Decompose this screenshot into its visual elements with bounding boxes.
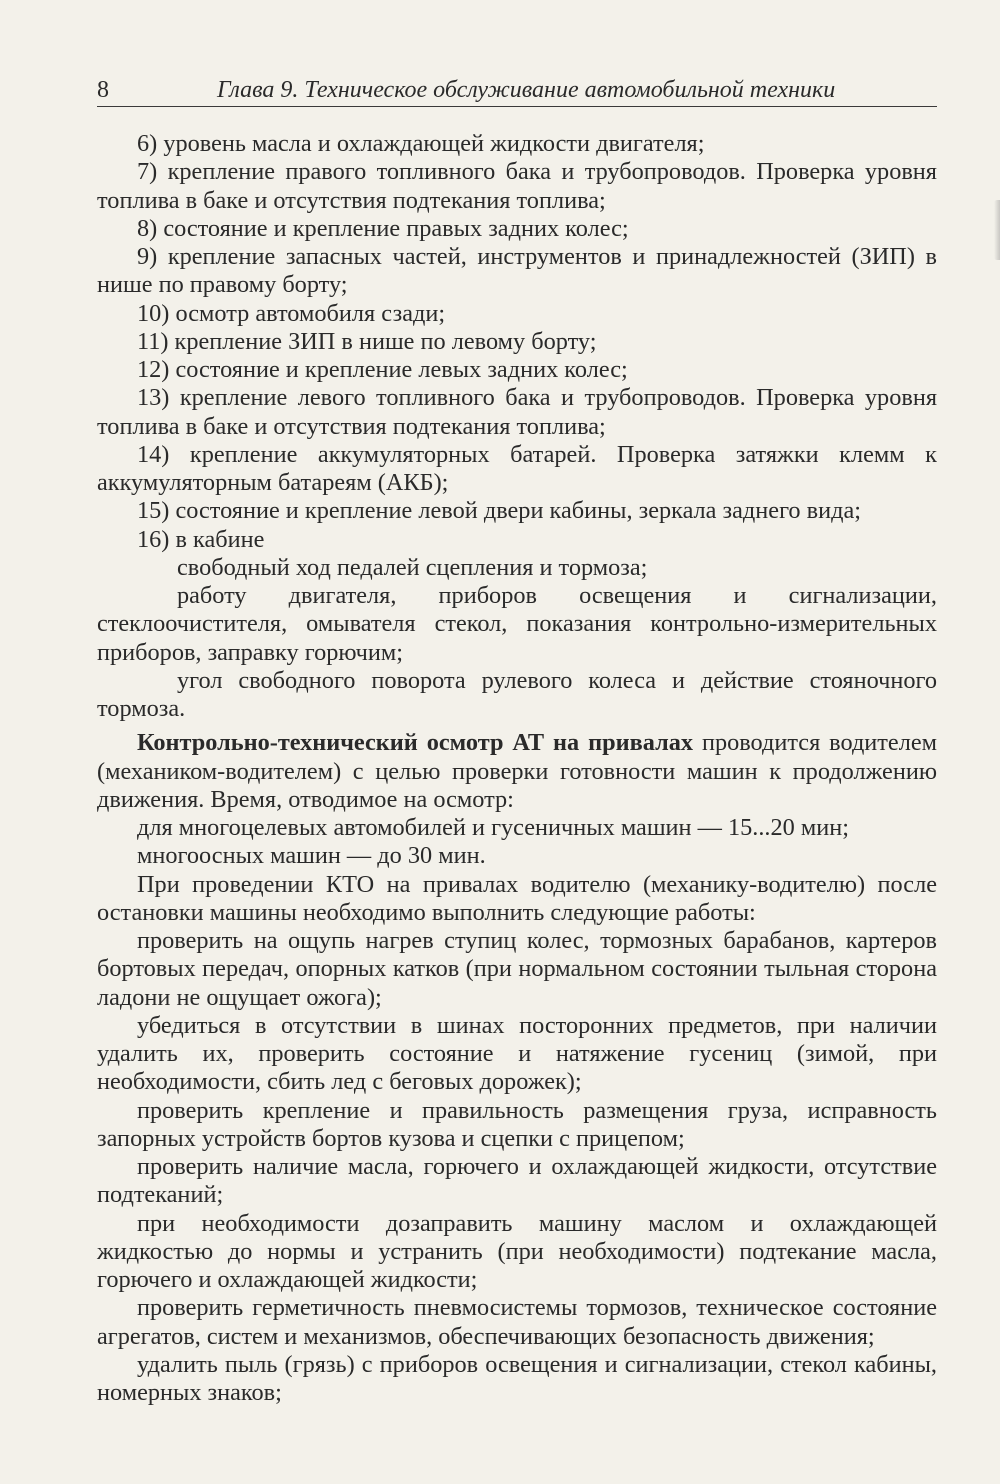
list-item: 15) состояние и крепление левой двери кабины, зеркала заднего вида; bbox=[137, 497, 862, 525]
paragraph: При проведении КТО на привалах водителю (механику-водителю) после остановки машины необходимо выполнить следующие работы: bbox=[97, 870, 937, 926]
sub-item: работу двигателя, приборов освещения и сигнализации, стеклоочистителя, омывателя стекол, показания контрольно-измерительных приборов, заправку горючим; bbox=[97, 582, 937, 666]
page-number: 8 bbox=[97, 77, 109, 103]
list-item: 12) состояние и крепление левых задних колес; bbox=[137, 356, 628, 383]
running-title: Глава 9. Техническое обслуживание автомобильной техники bbox=[217, 77, 836, 103]
list-item: 6) уровень масла и охлаждающей жидкости двигателя; bbox=[137, 130, 705, 157]
page-edge-shadow bbox=[994, 200, 1000, 260]
section-heading: Контрольно-технический осмотр АТ на привалах bbox=[137, 729, 693, 757]
list-item: проверить на ощупь нагрев ступиц колес, тормозных барабанов, картеров бортовых передач, опорных катков (при нормальном состоянии тыльная сторона ладони не ощущает ожога); bbox=[97, 927, 937, 1011]
list-item: для многоцелевых автомобилей и гусеничных машин — 15...20 мин; bbox=[137, 814, 850, 841]
section-lead-text: проводится водителем (механиком-водителем) с целью проверки готовности машин к продолжению движения. Время, отводимое на осмотр: bbox=[97, 729, 937, 813]
list-item: убедиться в отсутствии в шинах посторонних предметов, при наличии удалить их, проверить состояние и натяжение гусениц (зимой, при необходимости, сбить лед с беговых дорожек); bbox=[97, 1011, 937, 1096]
list-item: проверить герметичность пневмосистемы тормозов, техническое состояние агрегатов, систем и механизмов, обеспечивающих безопасность движения; bbox=[97, 1294, 937, 1350]
sub-item: свободный ход педалей сцепления и тормоза; bbox=[177, 553, 648, 581]
list-item: 7) крепление правого топливного бака и трубопроводов. Проверка уровня топлива в баке и отсутствия подтекания топлива; bbox=[97, 158, 937, 214]
header-divider bbox=[97, 106, 937, 107]
list-item: удалить пыль (грязь) с приборов освещения и сигнализации, стекол кабины, номерных знаков; bbox=[97, 1350, 937, 1406]
list-item: 9) крепление запасных частей, инструментов и принадлежностей (ЗИП) в нише по правому борту; bbox=[97, 243, 937, 299]
sub-item: угол свободного поворота рулевого колеса и действие стояночного тормоза. bbox=[97, 666, 937, 722]
list-item: 13) крепление левого топливного бака и трубопроводов. Проверка уровня топлива в баке и отсутствия подтекания топлива; bbox=[97, 384, 937, 440]
section-paragraph bbox=[97, 729, 937, 814]
list-item: 16) в кабине bbox=[137, 525, 265, 553]
page-header bbox=[97, 76, 937, 108]
list-item: 11) крепление ЗИП в нише по левому борту; bbox=[137, 327, 597, 355]
body-text bbox=[97, 130, 937, 1407]
list-item: многоосных машин — до 30 мин. bbox=[137, 842, 486, 870]
list-item: при необходимости дозаправить машину маслом и охлаждающей жидкостью до нормы и устранить (при необходимости) подтекание масла, горючего и охлаждающей жидкости; bbox=[97, 1209, 937, 1293]
list-item: проверить наличие масла, горючего и охлаждающей жидкости, отсутствие подтеканий; bbox=[97, 1153, 937, 1209]
list-item: 8) состояние и крепление правых задних колес; bbox=[137, 214, 629, 242]
list-item: 14) крепление аккумуляторных батарей. Проверка затяжки клемм к аккумуляторным батареям (АКБ); bbox=[97, 440, 937, 496]
list-item: проверить крепление и правильность размещения груза, исправность запорных устройств бортов кузова и сцепки с прицепом; bbox=[97, 1096, 937, 1152]
list-item: 10) осмотр автомобиля сзади; bbox=[137, 299, 446, 327]
